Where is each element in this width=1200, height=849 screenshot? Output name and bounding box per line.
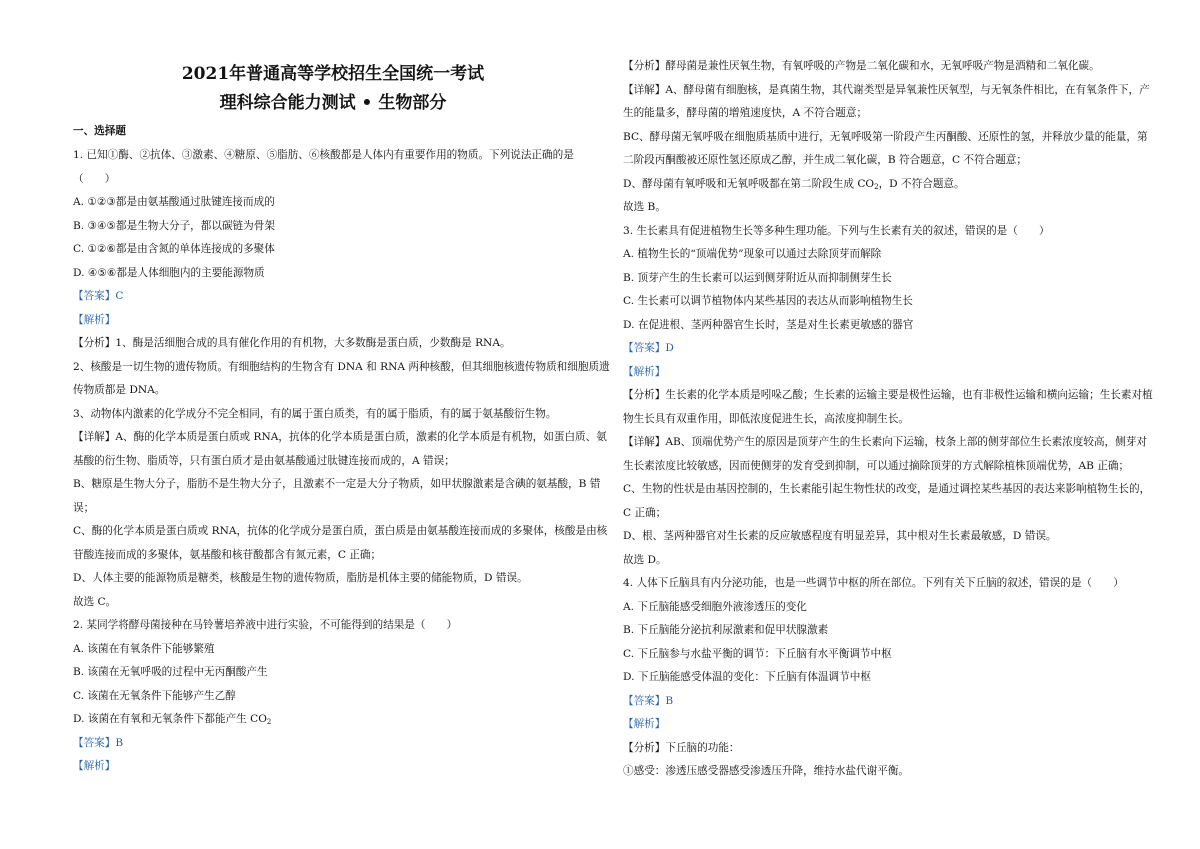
- question-1-option-b: B. ③④⑤都是生物大分子，都以碳链为骨架: [73, 220, 275, 232]
- question-1-stem: 1. 已知①酶、②抗体、③激素、④糖原、⑤脂肪、⑥核酸都是人体内有重要作用的物质。下列说法正确的是: [73, 149, 574, 161]
- analysis-text: 【分析】下丘脑的功能：: [623, 742, 740, 754]
- detail-text: B、糖原是生物大分子，脂肪不是生物大分子，且激素不一定是大分子物质，如甲状腺激素是含碘的氨基酸，B 错: [73, 478, 601, 490]
- analysis-text: 【分析】1、酶是活细胞合成的具有催化作用的有机物，大多数酶是蛋白质，少数酶是 RNA。: [73, 337, 511, 349]
- question-3-option-d: D. 在促进根、茎两种器官生长时，茎是对生长素更敏感的器官: [623, 319, 914, 331]
- question-1-option-d: D. ④⑤⑥都是人体细胞内的主要能源物质: [73, 267, 265, 279]
- question-2-stem: 2. 某同学将酵母菌接种在马铃薯培养液中进行实验，不可能得到的结果是（ ）: [73, 619, 458, 631]
- detail-text: 生长素浓度比较敏感，因而使侧芽的发育受到抑制，可以通过摘除顶芽的方式解除植株顶端优势，AB 正确；: [623, 460, 1130, 472]
- question-3-option-b: B. 顶芽产生的生长素可以运到侧芽附近从而抑制侧芽生长: [623, 272, 892, 284]
- detail-text: 【详解】A、酵母菌有细胞核，是真菌生物，其代谢类型是异氧兼性厌氧型，与无氧条件相比，在有氧条件下，产: [623, 84, 1150, 96]
- question-1-option-c: C. ①②⑥都是由含氮的单体连接成的多聚体: [73, 243, 275, 255]
- detail-text: C、酶的化学本质是蛋白质或 RNA，抗体的化学成分是蛋白质，蛋白质是由氨基酸连接而成的多聚体，核酸是由核: [73, 525, 608, 537]
- question-4-option-c: C. 下丘脑参与水盐平衡的调节：下丘脑有水平衡调节中枢: [623, 648, 892, 660]
- analysis-text: 3、动物体内激素的化学成分不完全相同，有的属于蛋白质类，有的属于脂质，有的属于氨基酸衍生物。: [73, 408, 557, 420]
- detail-text: C、生物的性状是由基因控制的，生长素能引起生物性状的改变，是通过调控某些基因的表达来影响植物生长的，: [623, 483, 1151, 495]
- question-3-option-a: A. 植物生长的“顶端优势”现象可以通过去除顶芽而解除: [623, 248, 882, 260]
- subscript: 2: [874, 183, 879, 191]
- question-1-option-a: A. ①②③都是由氨基酸通过肽键连接而成的: [73, 196, 275, 208]
- analysis-text: ①感受：渗透压感受器感受渗透压升降，维持水盐代谢平衡。: [623, 765, 910, 777]
- question-2-option-c: C. 该菌在无氧条件下能够产生乙醇: [73, 690, 236, 702]
- question-4-option-b: B. 下丘脑能分泌抗利尿激素和促甲状腺激素: [623, 624, 829, 636]
- detail-text: D、人体主要的能源物质是糖类，核酸是生物的遗传物质，脂肪是机体主要的储能物质，D 错误。: [73, 572, 528, 584]
- detail-text: 误；: [73, 502, 95, 514]
- analysis-label: 【解析】: [73, 760, 116, 772]
- answer-label: 【答案】D: [623, 342, 674, 354]
- detail-text: 苷酸连接而成的多聚体，氨基酸和核苷酸都含有氮元素，C 正确；: [73, 549, 382, 561]
- exam-title: 2021年普通高等学校招生全国统一考试: [181, 64, 485, 84]
- detail-text-end: ，D 不符合题意。: [878, 178, 965, 190]
- detail-text: 基酸的衍生物、脂质等，只有蛋白质才是由氨基酸通过肽键连接而成的，A 错误；: [73, 455, 455, 467]
- analysis-text: 传物质都是 DNA。: [73, 384, 166, 396]
- question-3-stem: 3. 生长素具有促进植物生长等多种生理功能。下列与生长素有关的叙述，错误的是（ ）: [623, 225, 1050, 237]
- question-3-option-c: C. 生长素可以调节植物体内某些基因的表达从而影响植物生长: [623, 295, 913, 307]
- question-2-option-d: [73, 712, 271, 726]
- option-d-text: D. 该菌在有氧和无氧条件下都能产生 CO: [73, 713, 267, 725]
- question-2-option-b: B. 该菌在无氧呼吸的过程中无丙酮酸产生: [73, 666, 268, 678]
- question-4-option-d: D. 下丘脑能感受体温的变化：下丘脑有体温调节中枢: [623, 671, 871, 683]
- detail-text: 【详解】AB、顶端优势产生的原因是顶芽产生的生长素向下运输，枝条上部的侧芽部位生长素浓度较高，侧芽对: [623, 436, 1147, 448]
- analysis-label: 【解析】: [623, 718, 666, 730]
- detail-text: [623, 177, 965, 191]
- answer-label: 【答案】C: [73, 290, 124, 302]
- question-4-stem: 4. 人体下丘脑具有内分泌功能，也是一些调节中枢的所在部位。下列有关下丘脑的叙述，错误的是（ ）: [623, 577, 1124, 589]
- question-4-option-a: A. 下丘脑能感受细胞外液渗透压的变化: [623, 601, 807, 613]
- detail-text: C 正确；: [623, 507, 667, 519]
- analysis-label: 【解析】: [73, 314, 116, 326]
- conclusion-text: 故选 B。: [623, 201, 666, 213]
- detail-text: D、根、茎两种器官对生长素的反应敏感程度有明显差异，其中根对生长素最敏感，D 错误。: [623, 530, 1057, 542]
- question-2-option-a: A. 该菌在有氧条件下能够繁殖: [73, 643, 215, 655]
- answer-label: 【答案】B: [623, 695, 674, 707]
- section-heading: 一、选择题: [73, 125, 126, 137]
- answer-label: 【答案】B: [73, 737, 124, 749]
- detail-text: 生的能量多，酵母菌的增殖速度快，A 不符合题意；: [623, 107, 868, 119]
- subscript: 2: [266, 718, 272, 726]
- analysis-text: 2、核酸是一切生物的遗传物质。有细胞结构的生物含有 DNA 和 RNA 两种核酸，但其细胞核遗传物质和细胞质遗: [73, 361, 610, 373]
- analysis-text: 【分析】酵母菌是兼性厌氧生物，有氧呼吸的产物是二氧化碳和水，无氧呼吸产物是酒精和二氧化碳。: [623, 60, 1100, 72]
- analysis-text: 【分析】生长素的化学本质是吲哚乙酸；生长素的运输主要是极性运输，也有非极性运输和横向运输；生长素对植: [623, 389, 1153, 401]
- detail-text-start: D、酵母菌有氧呼吸和无氧呼吸都在第二阶段生成 CO: [623, 178, 875, 190]
- detail-text: 二阶段丙酮酸被还原性氢还原成乙醇，并生成二氧化碳，B 符合题意，C 不符合题意；: [623, 154, 1027, 166]
- analysis-text: 物生长具有双重作用，即低浓度促进生长，高浓度抑制生长。: [623, 413, 910, 425]
- question-1-bracket: （ ）: [73, 173, 116, 185]
- detail-text: BC、酵母菌无氧呼吸在细胞质基质中进行，无氧呼吸第一阶段产生丙酮酸、还原性的氢，并释放少量的能量，第: [623, 131, 1148, 143]
- analysis-label: 【解析】: [623, 366, 666, 378]
- detail-text: 【详解】A、酶的化学本质是蛋白质或 RNA，抗体的化学本质是蛋白质，激素的化学本质是有机物，如蛋白质、氨: [73, 431, 607, 443]
- exam-subtitle: 理科综合能力测试 • 生物部分: [219, 93, 447, 113]
- conclusion-text: 故选 D。: [623, 554, 667, 566]
- conclusion-text: 故选 C。: [73, 596, 117, 608]
